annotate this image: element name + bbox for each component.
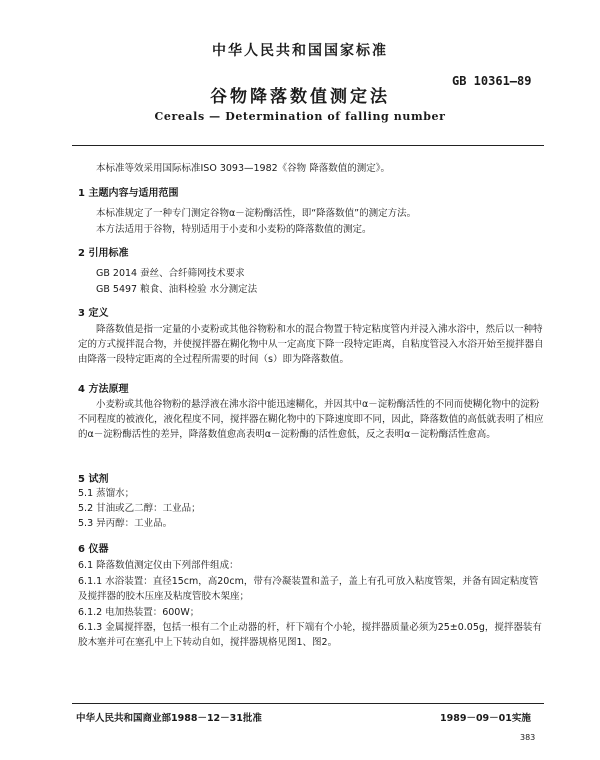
title-english: Cereals — Determination of falling number xyxy=(154,110,446,123)
section-3-text: 降落数值是指一定量的小麦粉或其他谷物粉和水的混合物置于特定粘度管内并浸入沸水浴中，然后以一种特定的方式搅拌混合物，并使搅拌器在糊化物中从一定高度下降一段特定距离，自粘度管浸入水浴开始至搅拌器自由降落一段特定距离的全过程所需要的时间（s）即为降落数值。 xyxy=(78,324,544,365)
page-number: 383 xyxy=(520,733,536,742)
section-2-heading: 2 引用标准 xyxy=(78,248,129,259)
section-4-heading: 4 方法原理 xyxy=(78,384,129,395)
top-divider xyxy=(72,145,544,146)
title-chinese: 谷物降落数值测定法 xyxy=(210,87,390,107)
reagent-item: 5.2 甘油或乙二醇：工业品； xyxy=(78,503,201,514)
reference-item: GB 5497 粮食、油料检验 水分测定法 xyxy=(96,284,258,295)
section-1-heading: 1 主题内容与适用范围 xyxy=(78,188,179,199)
instrument-item: 6.1.1 水浴装置：直径15cm，高20cm，带有冷凝装置和盖子，盖上有孔可放入粘度管架，并备有固定粘度管及搅拌器的胶木压座及粘度管胶木架座； xyxy=(78,576,539,602)
standard-number: GB 10361—89 xyxy=(452,74,532,88)
document-header: 中华人民共和国国家标准 xyxy=(212,43,388,59)
instrument-item: 6.1 降落数值测定仪由下列部件组成： xyxy=(78,560,239,571)
section-3-heading: 3 定义 xyxy=(78,308,109,319)
section-4-text: 小麦粉或其他谷物粉的悬浮液在沸水浴中能迅速糊化，并因其中α－淀粉酶活性的不同而使糊化物中的淀粉不同程度的被液化，液化程度不同，搅拌器在糊化物中的下降速度即不同，因此，降落数值的高低就表明了相应的α－淀粉酶活性的差异，降落数值愈高表明α－淀粉酶的活性愈低，反之表明α－淀粉酶活性愈高。 xyxy=(78,399,544,440)
section-1-text-2: 本方法适用于谷物，特别适用于小麦和小麦粉的降落数值的测定。 xyxy=(96,224,372,235)
instrument-item: 6.1.2 电加热装置：600W； xyxy=(78,607,200,618)
approval-note: 中华人民共和国商业部1988－12－31批准 xyxy=(76,713,262,724)
section-6-heading: 6 仪器 xyxy=(78,544,109,555)
section-5-heading: 5 试剂 xyxy=(78,474,109,485)
reference-item: GB 2014 蚕丝、合纤筛网技术要求 xyxy=(96,268,245,279)
effective-date: 1989－09－01实施 xyxy=(440,713,531,724)
intro-paragraph: 本标准等效采用国际标准ISO 3093—1982《谷物 降落数值的测定》。 xyxy=(96,163,390,174)
section-1-text-1: 本标准规定了一种专门测定谷物α－淀粉酶活性，即“降落数值”的测定方法。 xyxy=(96,208,417,219)
instrument-item: 6.1.3 金属搅拌器，包括一根有二个止动器的杆，杆下端有个小轮，搅拌器质量必须为25±0.05g，搅拌器装有胶木塞并可在塞孔中上下转动自如，搅拌器规格见图1、图2。 xyxy=(78,622,542,648)
reagent-item: 5.3 异丙醇：工业品。 xyxy=(78,518,173,529)
bottom-divider xyxy=(72,703,544,704)
reagent-item: 5.1 蒸馏水； xyxy=(78,488,135,499)
